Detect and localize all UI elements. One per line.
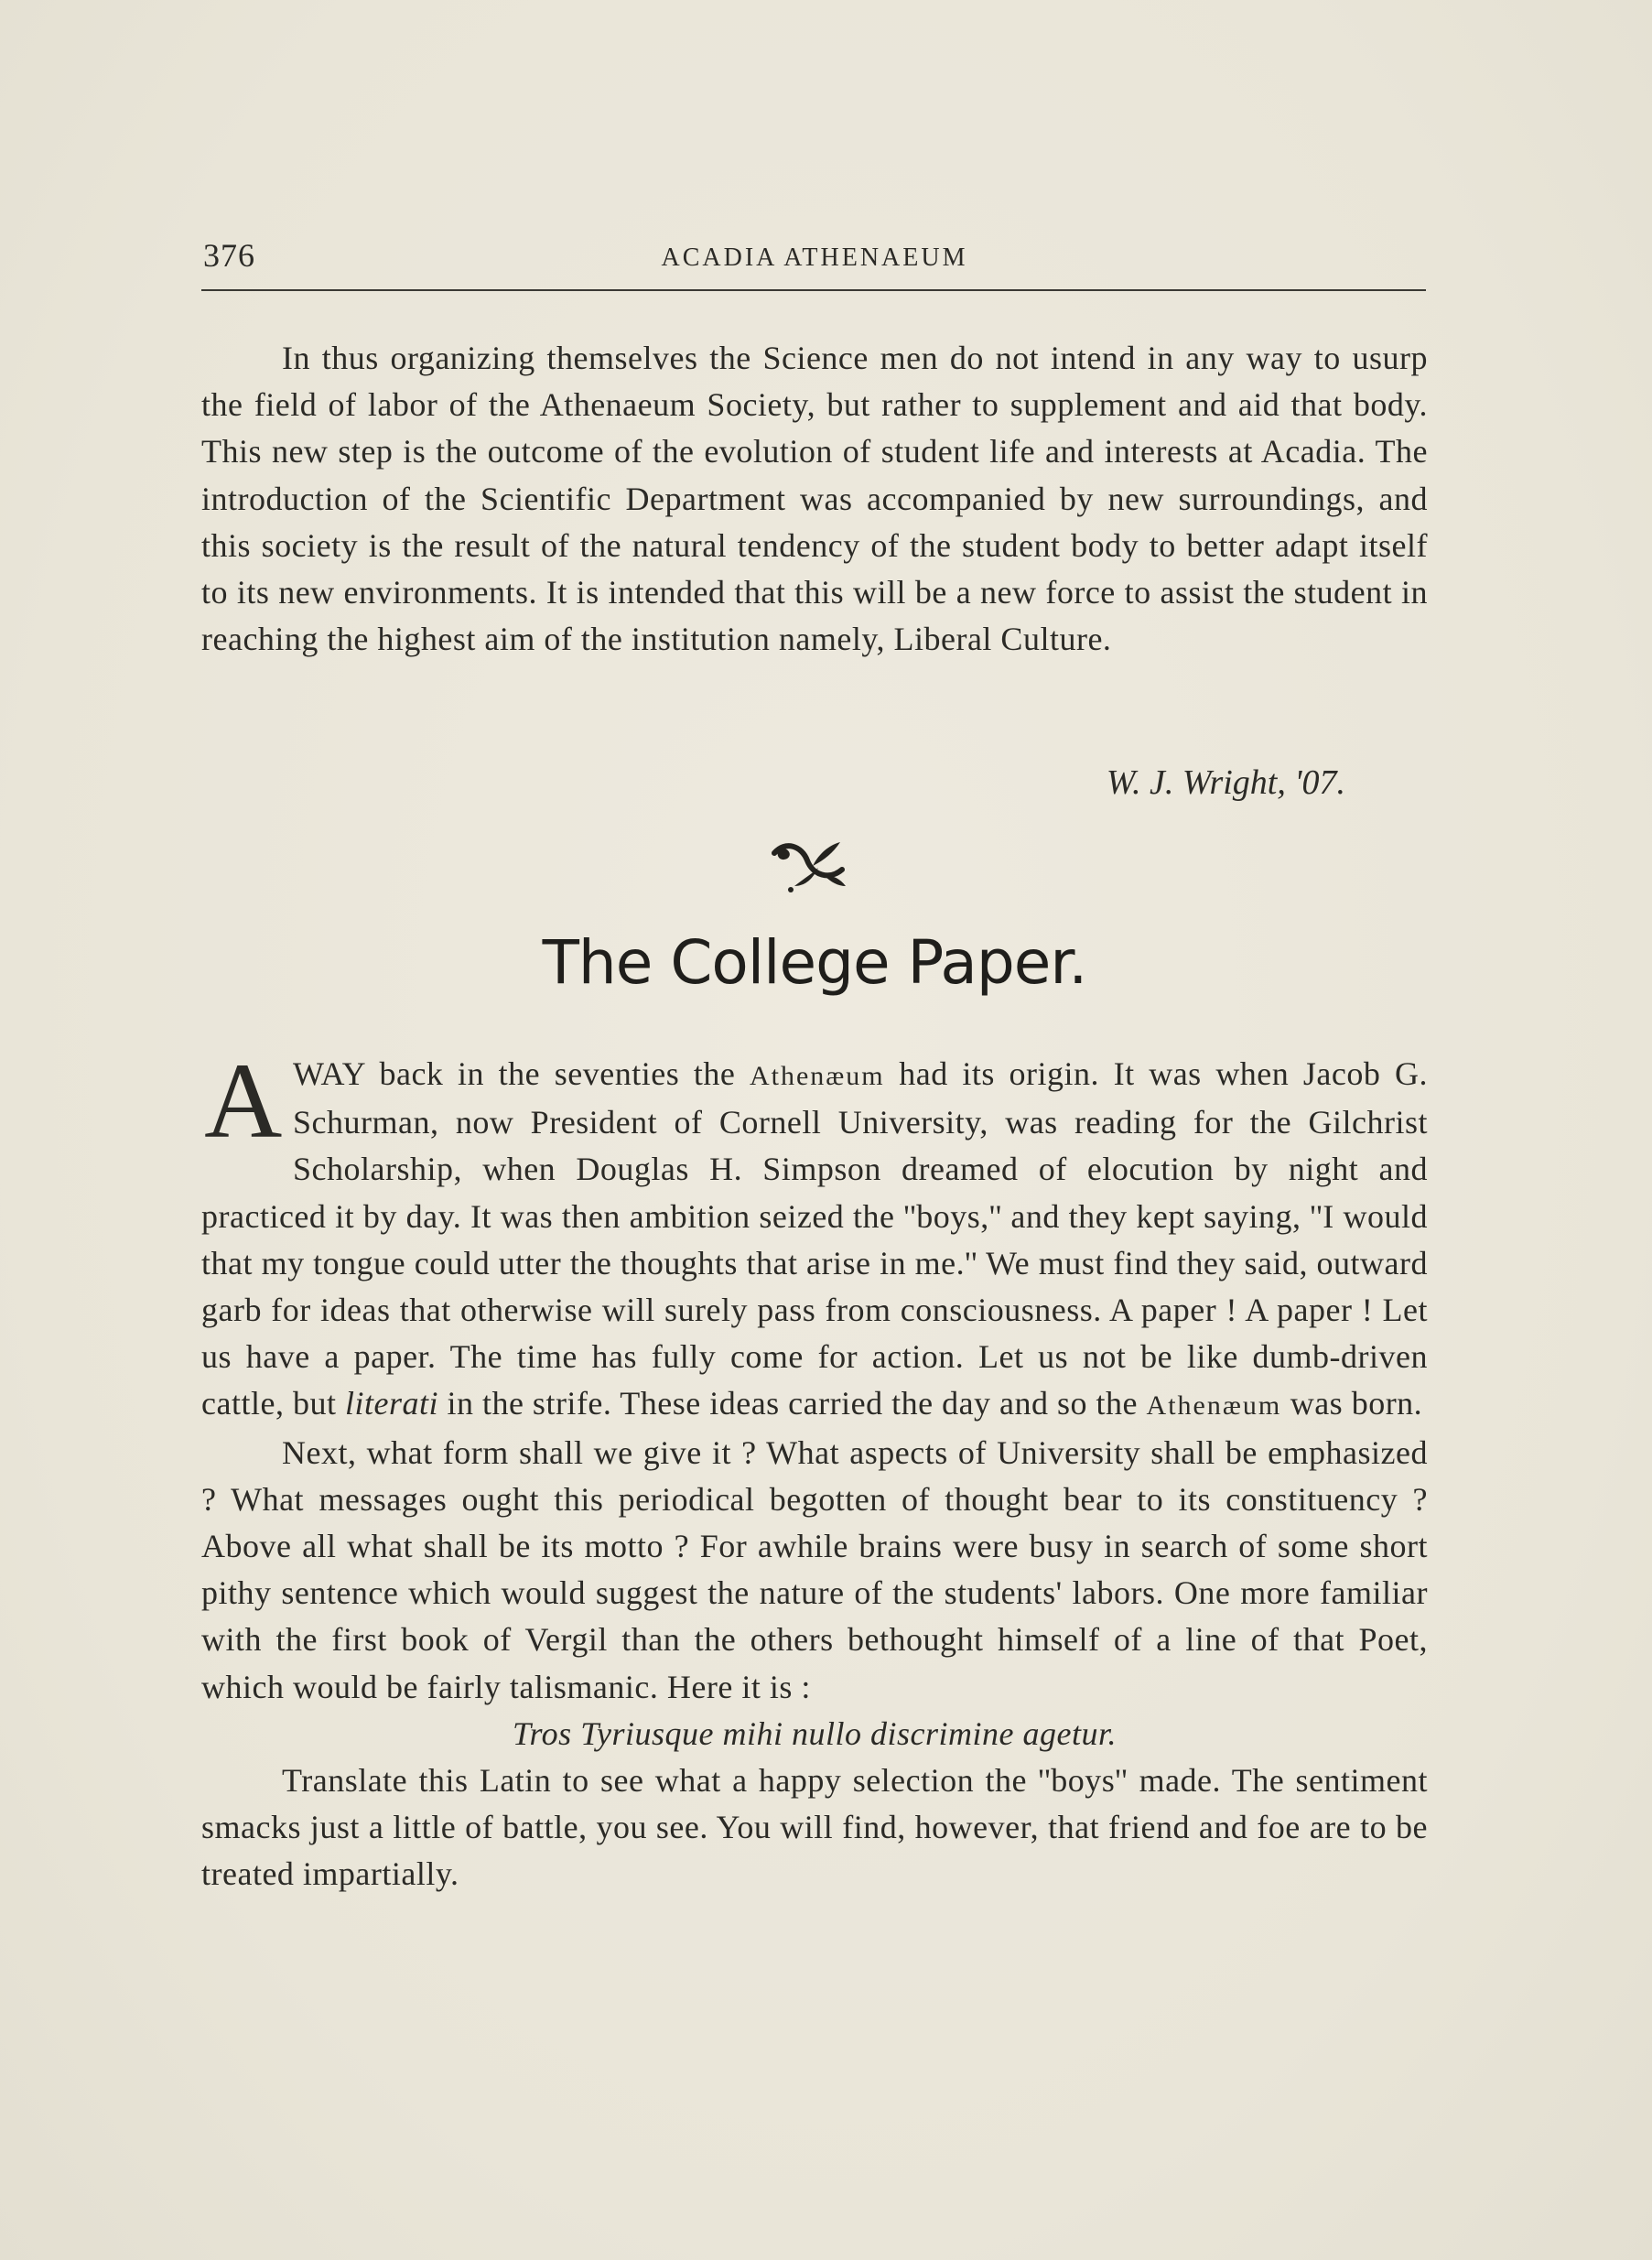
drop-cap: A <box>204 1041 283 1161</box>
p1-athenaeum-2: Athenæum <box>1146 1390 1282 1422</box>
article-paragraph-3: Translate this Latin to see what a happy selection the ''boys'' made. The sentiment smacks just a little of battle, you see. You will find, however, that friend and foe are to be treated impartially. <box>201 1762 1428 1893</box>
running-header <box>201 236 1428 282</box>
p1-text-3: in the strife. These ideas carried the day and so the <box>447 1385 1139 1422</box>
p1-text-4: was born. <box>1290 1385 1423 1422</box>
p1-literati: literati <box>344 1385 438 1422</box>
article-paragraph-2: Next, what form shall we give it ? What aspects of University shall be emphasized ? What messages ought this periodical begotten of thought bear to its constituency ? Above all what shall be its motto ? For awhile brains were busy in search of some short pithy sentence which would suggest the nature of the students' labors. One more familiar with the first book of Vergil than the others bethought himself of a line of that Poet, which would be fairly talismanic. Here it is : <box>201 1433 1428 1705</box>
p1-text-2: had its origin. It was when Jacob G. Schurman, now President of Cornell University, was reading for the Gilchrist Scholarship, when Douglas H. Simpson dreamed of elocution by night and practiced it by day. It was then ambition seized the ''boys,'' and they kept saying, ''I would that my tongue could utter the thoughts that arise in me.'' We must find they said, outward garb for ideas that otherwise will surely pass from consciousness. A paper ! A paper ! Let us have a paper. The time has fully come for action. Let us not be like dumb-driven cattle, but <box>201 1055 1428 1422</box>
author-signature: W. J. Wright, '07. <box>1106 763 1345 802</box>
closing-paragraph: In thus organizing themselves the Science men do not intend in any way to usurp the field of labor of the Athenaeum Society, but rather to supplement and aid that body. This new step is the outcome of the evolution of student life and interests at Acadia. The introduction of the Scientific Department was accompanied by new surroundings, and this society is the result of the natural tendency of the student body to better adapt itself to its new environments. It is intended that this will be a new force to assist the student in reaching the highest aim of the institution namely, Liberal Culture. <box>201 340 1428 658</box>
page-number: 376 <box>203 237 255 274</box>
latin-motto: Tros Tyriusque mihi nullo discrimine agetur. <box>512 1714 1118 1752</box>
header-rule <box>201 289 1426 291</box>
article-body <box>201 1041 1428 1898</box>
article-title: The College Paper. <box>542 927 1087 998</box>
p1-athenaeum-1: Athenæum <box>749 1061 885 1091</box>
fleuron-ornament-icon <box>767 833 849 897</box>
section-one <box>201 335 1428 663</box>
journal-title: ACADIA ATHENAEUM <box>661 243 968 272</box>
article-paragraph-1 <box>201 1041 1428 1430</box>
p1-text-1: WAY back in the seventies the <box>293 1055 736 1092</box>
